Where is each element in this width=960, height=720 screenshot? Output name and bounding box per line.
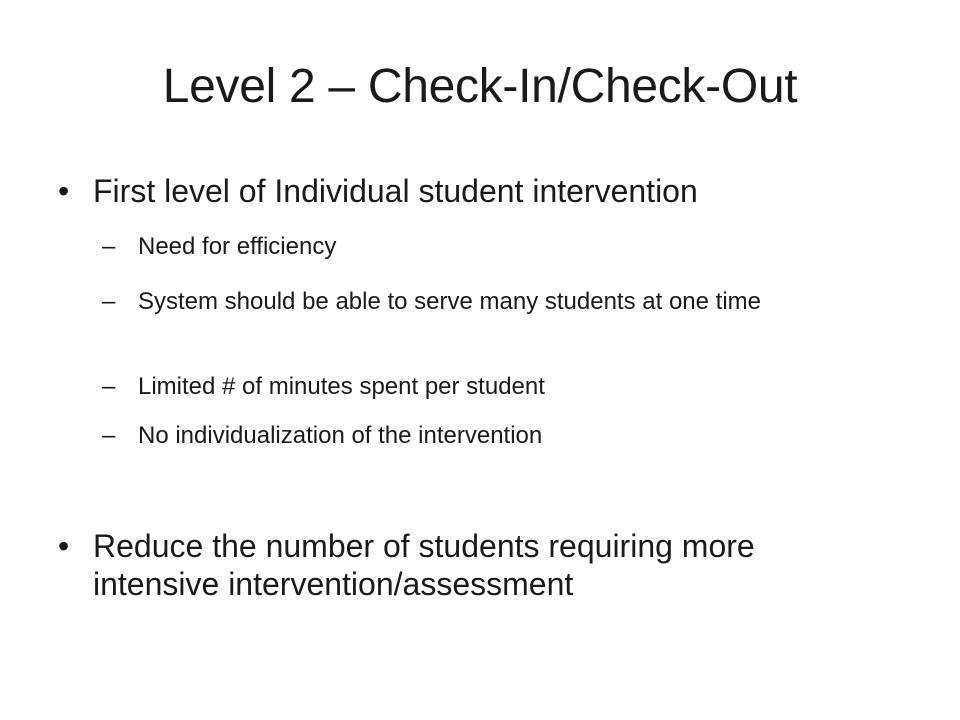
sub-item <box>102 373 822 401</box>
sub-item <box>102 288 762 316</box>
dash-marker: – <box>102 288 116 315</box>
bullet-item <box>58 172 898 210</box>
sub-item <box>102 233 822 261</box>
sub-item-text: No individualization of the intervention <box>138 422 543 449</box>
sub-item <box>102 422 822 450</box>
sub-item-text: Need for efficiency <box>138 233 337 260</box>
dash-marker: – <box>102 422 116 449</box>
bullet-marker: • <box>58 173 70 209</box>
dash-marker: – <box>102 233 116 260</box>
dash-marker: – <box>102 373 116 400</box>
sub-item-text: Limited # of minutes spent per student <box>138 373 545 400</box>
bullet-text: First level of Individual student intervention <box>93 173 698 209</box>
bullet-text: Reduce the number of students requiring more intensive intervention/assessment <box>93 528 755 602</box>
bullet-marker: • <box>58 528 70 564</box>
sub-item-text: System should be able to serve many students at one time <box>138 288 762 315</box>
slide-title: Level 2 – Check-In/Check-Out <box>162 60 798 113</box>
bullet-item <box>58 527 888 603</box>
